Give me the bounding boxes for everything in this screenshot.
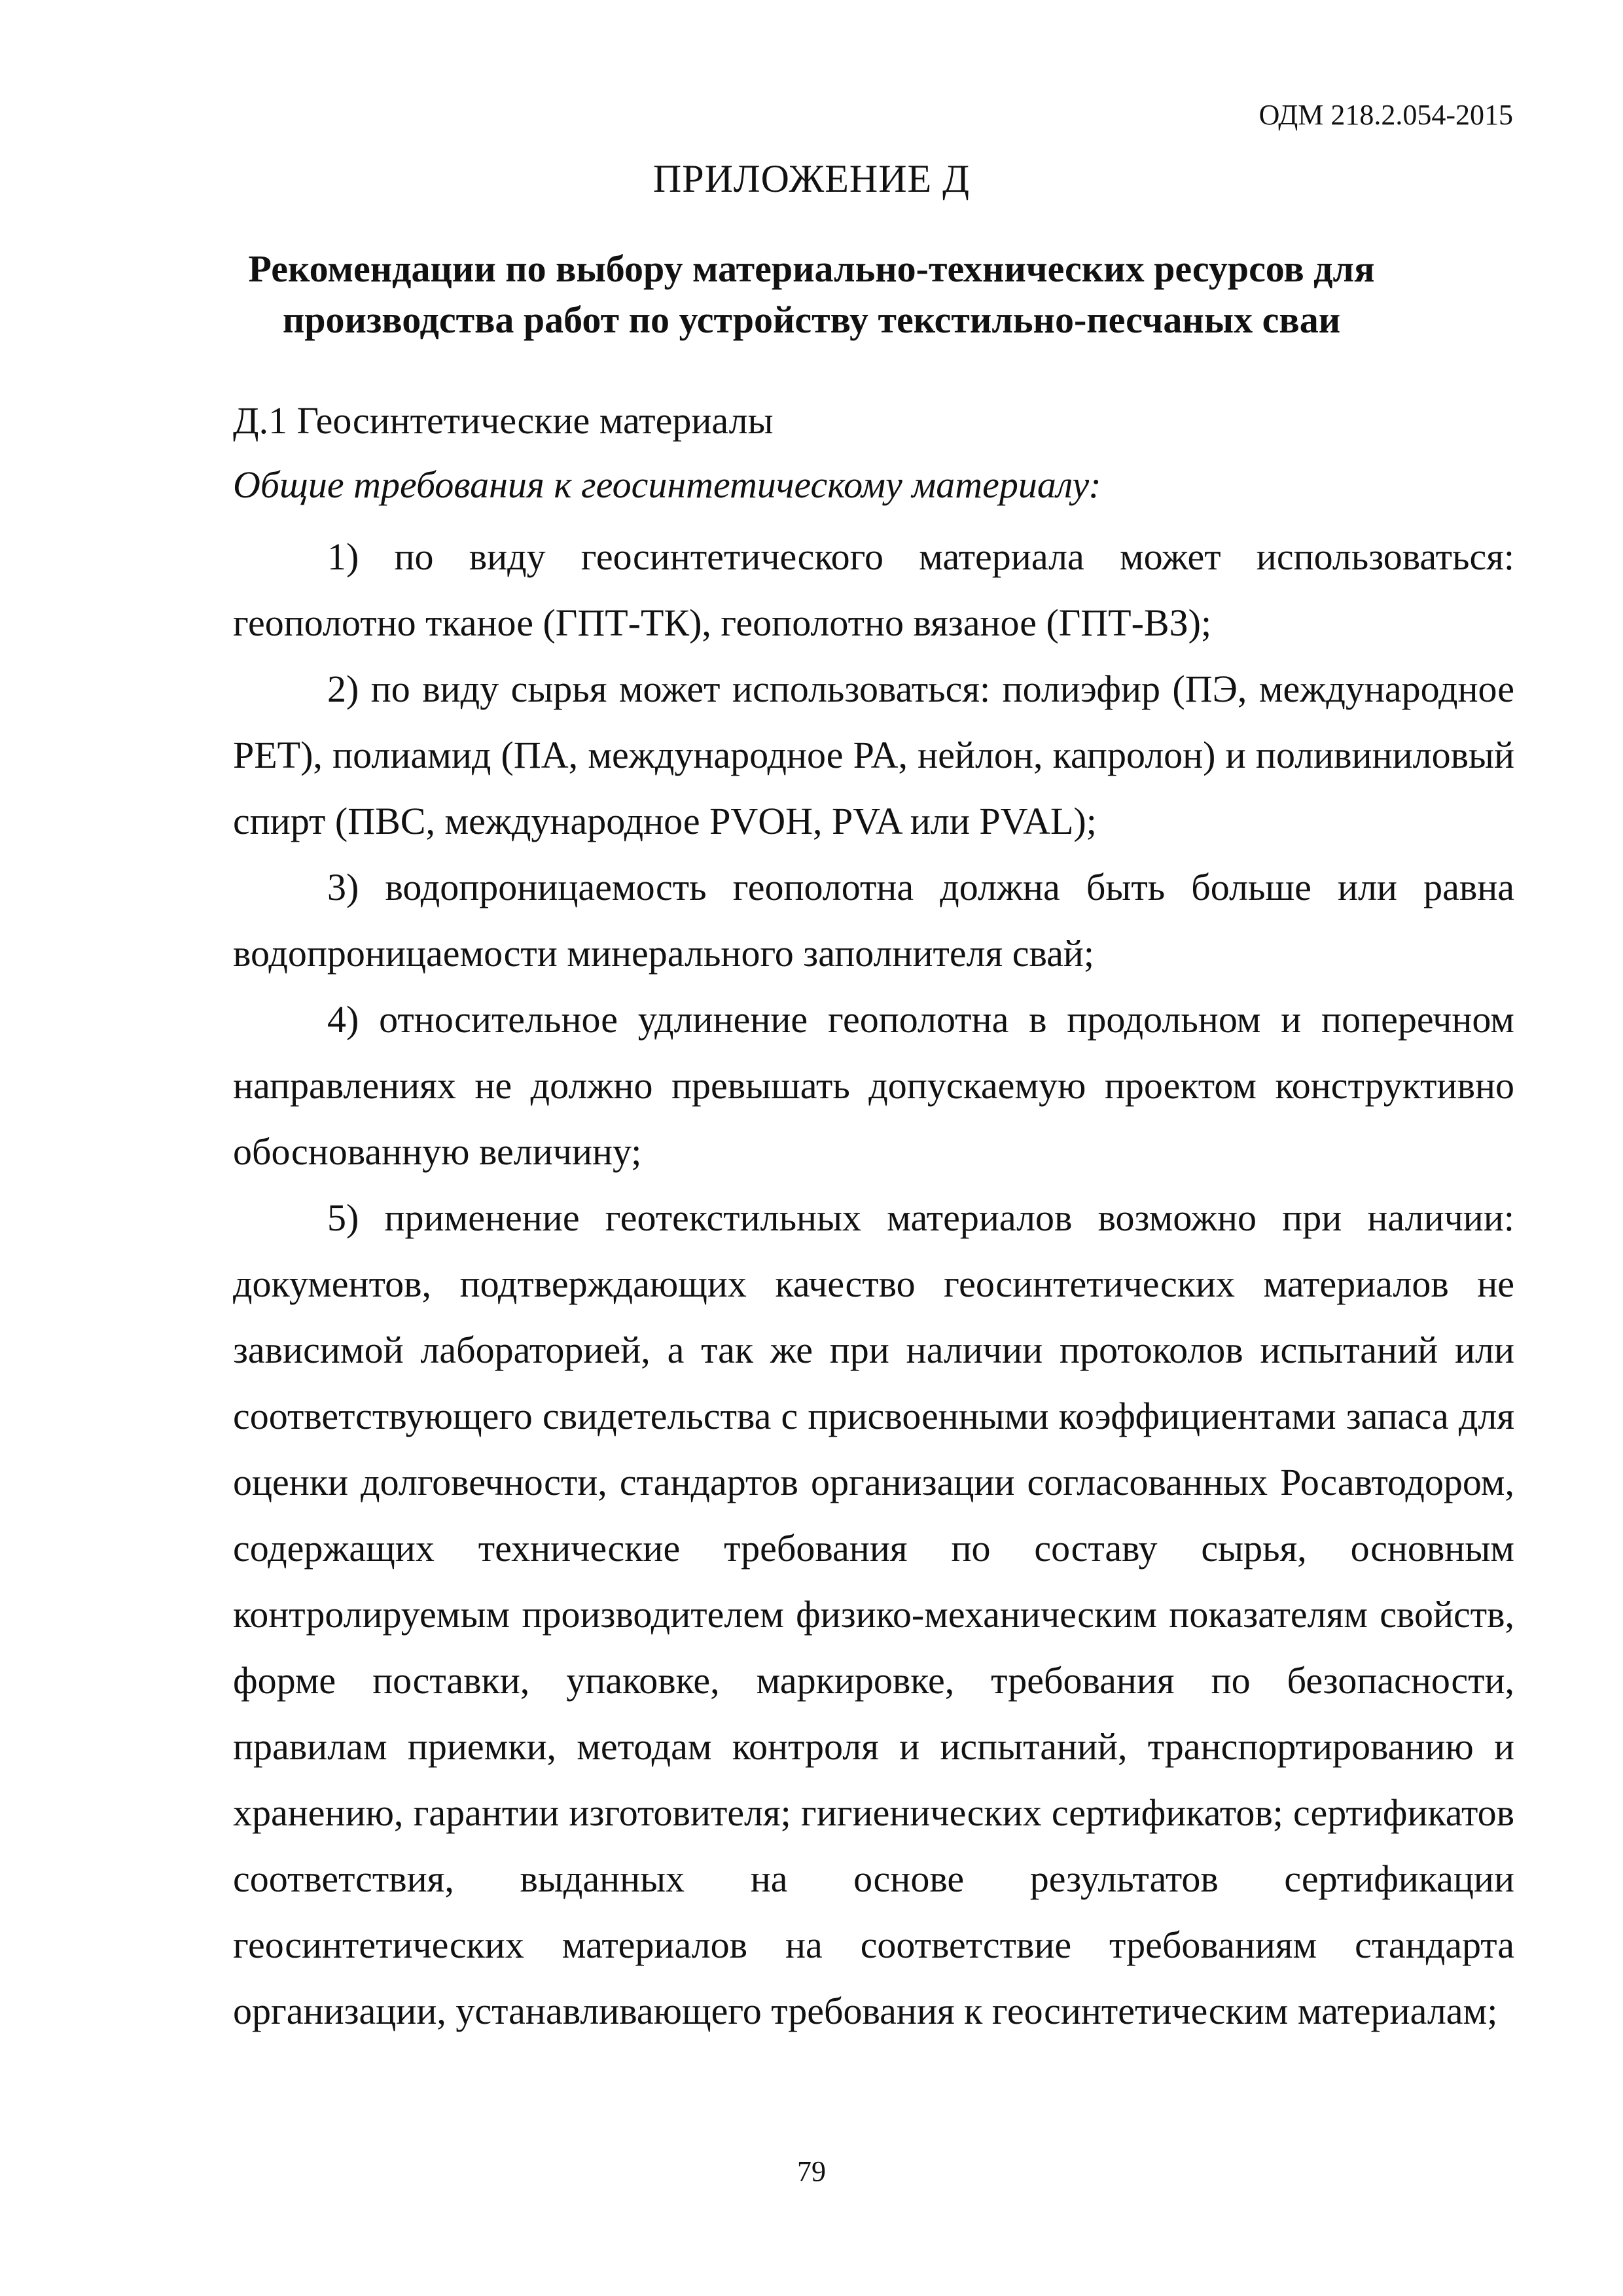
document-code: ОДМ 218.2.054-2015 — [1258, 99, 1513, 131]
appendix-heading: Рекомендации по выбору материально-технических ресурсов для производства работ по устройству текстильно-песчаных сваи — [248, 247, 1375, 341]
appendix-title: ПРИЛОЖЕНИЕ Д — [652, 157, 971, 200]
requirements-list — [233, 524, 1514, 2044]
list-item: 4) относительное удлинение геополотна в продольном и поперечном направлениях не должно превышать допускаемую проектом конструктивно обоснованную величину; — [233, 998, 1514, 1173]
requirements-subheading: Общие требования к геосинтетическому материалу: — [233, 463, 1101, 506]
list-item: 5) применение геотекстильных материалов возможно при наличии: документов, подтверждающих качество геосинтетических материалов не зависимой лабораторией, а так же при наличии протоколов испытаний или соответствующего свидетельства с присвоенными коэффициентами запаса для оценки долговечности, стандартов организации согласованных Росавтодором, содержащих технические требования по составу сырья, основным контролируемым производителем физико-механическим показателям свойств, форме поставки, упаковке, маркировке, требования по безопасности, правилам приемки, методам контроля и испытаний, транспортированию и хранению, гарантии изготовителя; гигиенических сертификатов; сертификатов соответствия, выданных на основе результатов сертификации геосинтетических материалов на соответствие требованиям стандарта организации, устанавливающего требования к геосинтетическим материалам; — [233, 1196, 1514, 2032]
section-heading: Д.1 Геосинтетические материалы — [233, 399, 774, 442]
list-item: 2) по виду сырья может использоваться: полиэфир (ПЭ, международное PET), полиамид (ПА, международное PA, нейлон, капролон) и поливиниловый спирт (ПВС, международное PVOH, PVA или PVAL); — [233, 668, 1514, 842]
list-item: 3) водопроницаемость геополотна должна быть больше или равна водопроницаемости минерального заполнителя свай; — [233, 866, 1514, 975]
list-item: 1) по виду геосинтетического материала может использоваться: геополотно тканое (ГПТ-ТК), геополотно вязаное (ГПТ-ВЗ); — [233, 535, 1514, 644]
page-number: 79 — [797, 2155, 826, 2187]
